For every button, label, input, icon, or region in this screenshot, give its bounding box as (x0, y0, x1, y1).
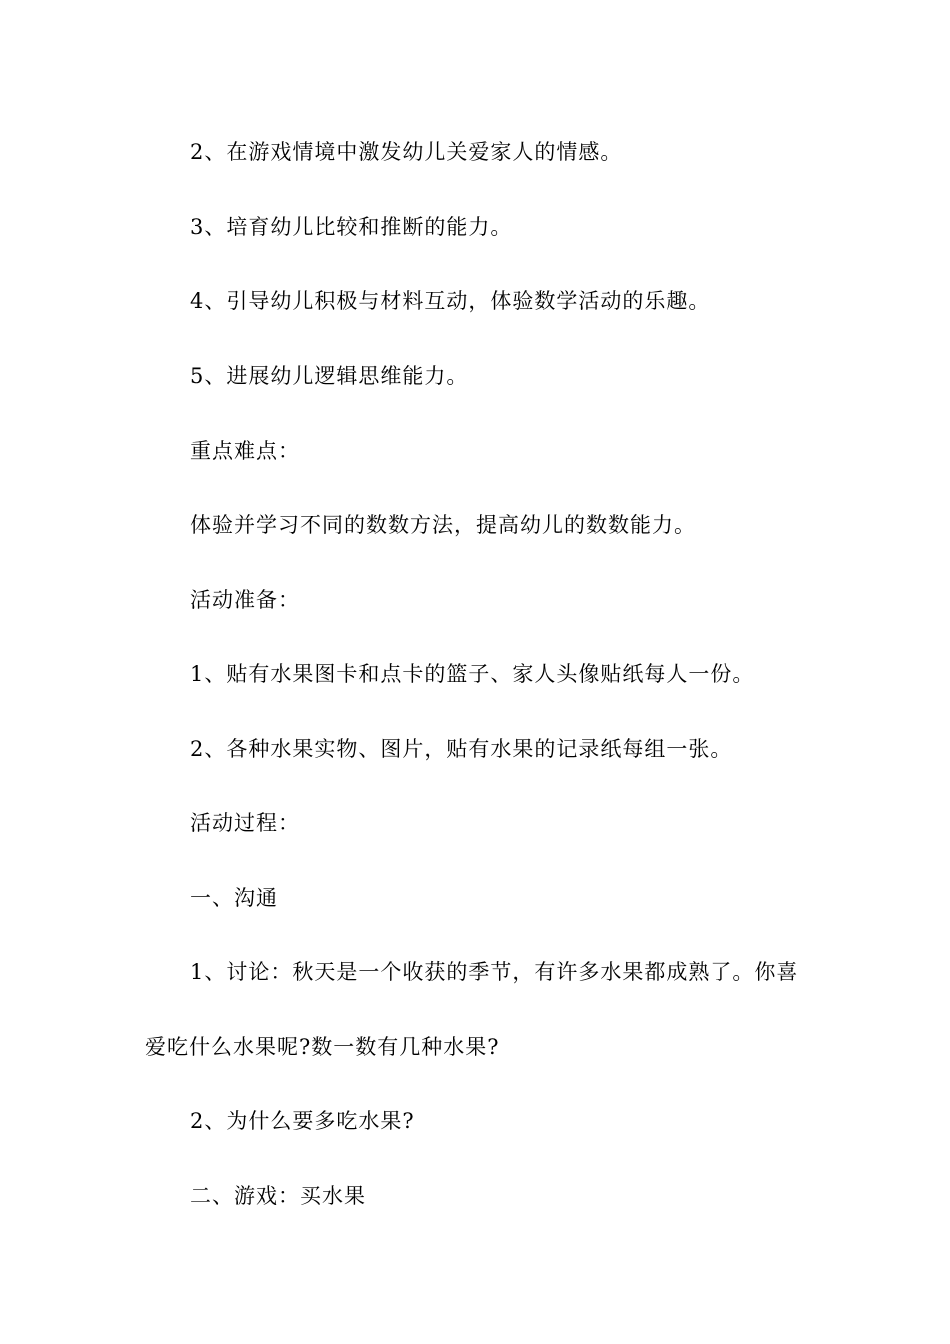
key-points-text: 体验并学习不同的数数方法，提高幼儿的数数能力。 (190, 513, 696, 537)
goal-item-5: 5、进展幼儿逻辑思维能力。 (190, 364, 469, 388)
preparation-item-1: 1、贴有水果图卡和点卡的篮子、家人头像贴纸每人一份。 (190, 662, 755, 686)
section-heading-preparation: 活动准备： (190, 588, 300, 612)
goal-item-2: 2、在游戏情境中激发幼儿关爱家人的情感。 (190, 140, 623, 164)
discussion-item-2: 2、为什么要多吃水果? (190, 1109, 415, 1133)
process-step-1-heading: 一、沟通 (190, 886, 278, 910)
process-step-2-heading: 二、游戏：买水果 (190, 1184, 366, 1208)
discussion-item-1-continued: 爱吃什么水果呢?数一数有几种水果? (145, 1035, 500, 1059)
preparation-item-2: 2、各种水果实物、图片，贴有水果的记录纸每组一张。 (190, 737, 733, 761)
discussion-item-1: 1、讨论：秋天是一个收获的季节，有许多水果都成熟了。你喜 (190, 960, 799, 984)
goal-item-4: 4、引导幼儿积极与材料互动，体验数学活动的乐趣。 (190, 289, 711, 313)
goal-item-3: 3、培育幼儿比较和推断的能力。 (190, 215, 513, 239)
section-heading-key-points: 重点难点： (190, 439, 300, 463)
section-heading-process: 活动过程： (190, 811, 300, 835)
